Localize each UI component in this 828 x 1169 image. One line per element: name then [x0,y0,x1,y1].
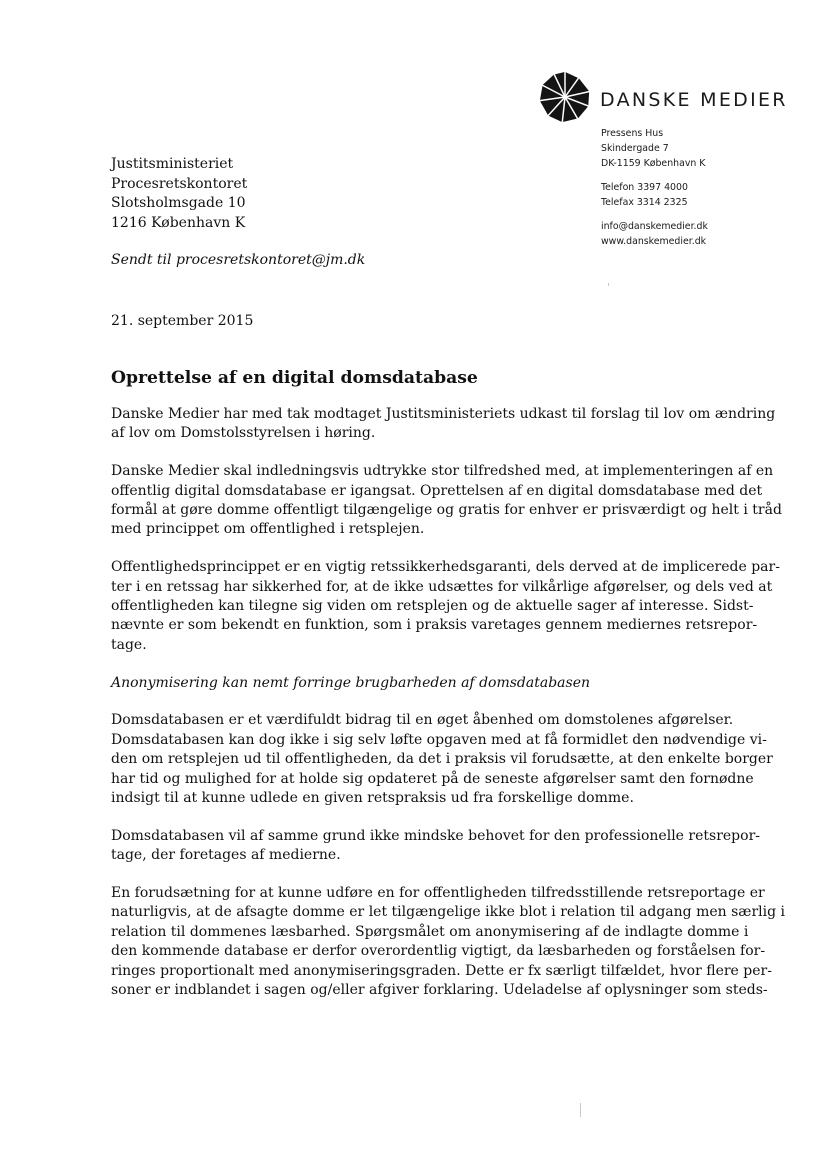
letter-title: Oprettelse af en digital domsdatabase [111,368,478,388]
scan-speck [608,283,609,286]
recipient-line: Slotsholmsgade 10 [111,195,246,212]
text-line: offentligheden kan tilegne sig viden om retsplejen og de aktuelle sager af interesse. Sidst- [111,598,754,615]
letter-body [111,405,785,1019]
text-line: offentlig digital domsdatabase er igangsat. Oprettelsen af en digital domsdatabase med det [111,482,763,499]
text-line: Domsdatabasen er et værdifuldt bidrag til en øget åbenhed om domstolenes afgørelser. [111,712,734,729]
text-line: har tid og mulighed for at holde sig opdateret på de seneste afgørelser samt den fornødne [111,770,754,787]
body-paragraph [111,711,773,808]
text-line: Domsdatabasen kan dog ikke i sig selv løfte opgaven med at få formidlet den nødvendige vi- [111,731,767,748]
section-subheading [111,674,723,693]
text-line: den kommende database er derfor overordentlig vigtigt, da læsbarheden og forståelsen for- [111,943,766,960]
text-line: indsigt til at kunne udlede en given retspraksis ud fra forskellige domme. [111,790,634,807]
text-line: Danske Medier har med tak modtaget Justitsministeriets udkast til forslag til lov om ændring [111,406,776,422]
text-line: soner er indblandet i sagen og/eller afgiver forklaring. Udeladelse af oplysninger som steds- [111,982,768,999]
sender-website: www.danskemedier.dk [601,236,707,247]
body-paragraph [111,558,780,655]
recipient-line: 1216 København K [111,214,246,231]
recipient-line: Justitsministeriet [111,156,234,172]
letterhead-logo [538,68,798,128]
text-line: den om retsplejen ud til offentligheden, da det i praksis vil forudsætte, at den enkelte borger [111,751,773,768]
text-line: med princippet om offentlighed i retsplejen. [111,521,425,538]
sender-address-line: Pressens Hus [601,128,664,139]
text-line: Danske Medier skal indledningsvis udtrykke stor tilfredshed med, at implementeringen af en [111,463,774,480]
text-line: Anonymisering kan nemt forringe brugbarheden af domsdatabasen [111,674,590,691]
body-paragraph [111,462,782,540]
body-paragraph [111,827,760,866]
organization-name: DANSKE MEDIER [600,89,788,111]
body-paragraph [111,884,785,1000]
sender-contact-block [601,126,708,249]
recipient-line: Procesretskontoret [111,175,248,192]
text-line: Offentlighedsprincippet er en vigtig retssikkerhedsgaranti, dels derved at de implicerede par- [111,559,780,576]
text-line: tage, der foretages af medierne. [111,847,341,864]
sender-address-line: DK-1159 København K [601,158,706,169]
sent-note: Sendt til procesretskontoret@jm.dk [111,252,366,268]
letter-date: 21. september 2015 [111,313,254,329]
text-line: af lov om Domstolsstyrelsen i høring. [111,425,376,442]
danske-medier-logo-icon [538,68,592,126]
text-line: relation til dommenes læsbarhed. Spørgsmålet om anonymisering af de indlagte domme i [111,923,749,940]
sender-address-line: Skindergade 7 [601,143,669,154]
sender-phone: Telefon 3397 4000 [601,182,688,193]
sender-fax: Telefax 3314 2325 [601,197,688,208]
text-line: naturligvis, at de afsagte domme er let tilgængelige ikke blot i relation til adgang men særlig i [111,904,785,921]
scan-speck [580,1103,581,1117]
text-line: nævnte er som bekendt en funktion, som i praksis varetages gennem mediernes retsrepor- [111,617,758,634]
text-line: Domsdatabasen vil af samme grund ikke mindske behovet for den professionelle retsrepor- [111,827,760,844]
body-paragraph [111,405,776,444]
recipient-address [111,155,247,233]
text-line: tage. [111,636,147,653]
text-line: formål at gøre domme offentligt tilgængelige og gratis for enhver er prisværdigt og helt i tråd [111,502,782,519]
text-line: ter i en retssag har sikkerhed for, at de ikke udsættes for vilkårlige afgørelser, og dels ved at [111,578,773,595]
text-line: En forudsætning for at kunne udføre en for offentligheden tilfredsstillende retsreportage er [111,885,765,902]
text-line: ringes proportionalt med anonymiseringsgraden. Dette er fx særligt tilfældet, hvor flere per- [111,962,772,979]
sender-email: info@danskemedier.dk [601,221,708,232]
